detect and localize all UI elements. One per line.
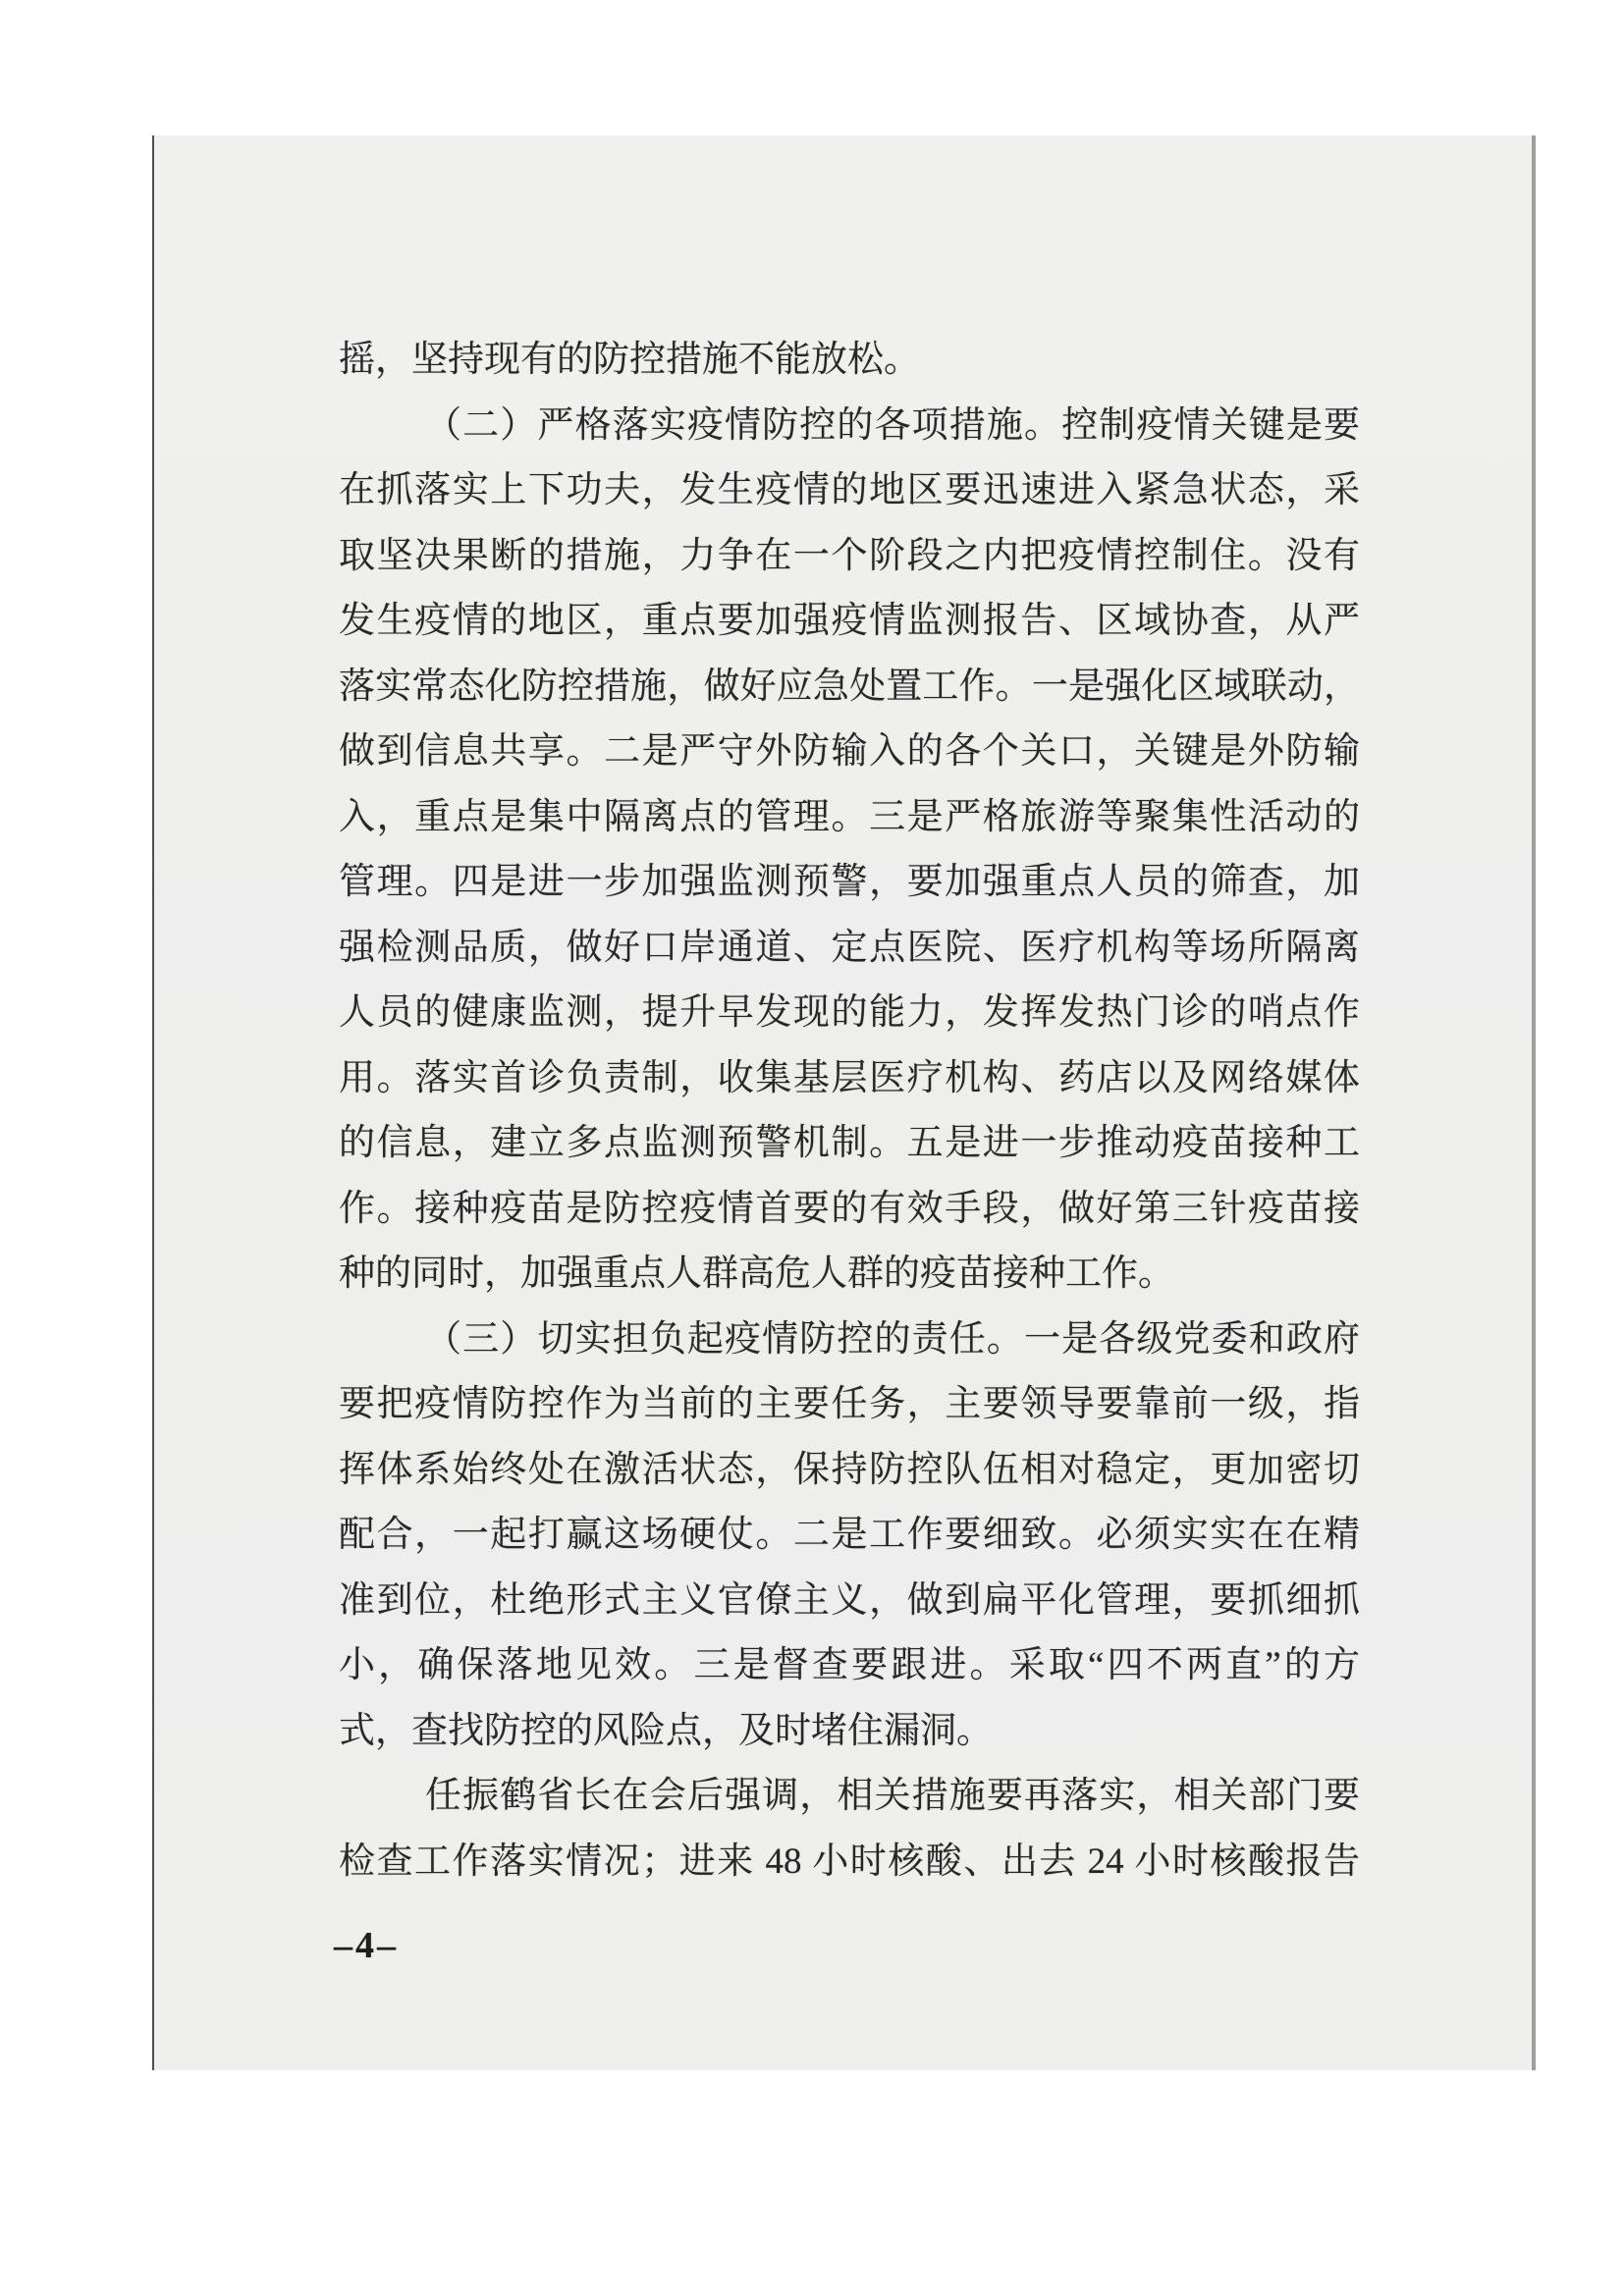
text-line: 式，查找防控的风险点，及时堵住漏洞。 [339,1710,993,1751]
text-line: 落实常态化防控措施，做好应急处置工作。一是强化区域联动， [339,666,1360,707]
document-body [339,328,1360,1895]
text-line: 入，重点是集中隔离点的管理。三是严格旅游等聚集性活动的 [339,796,1360,837]
scanned-page [152,135,1536,2070]
text-line: 取坚决果断的措施，力争在一个阶段之内把疫情控制住。没有 [339,535,1360,576]
text-line: 配合，一起打赢这场硬仗。二是工作要细致。必须实实在在精 [339,1515,1360,1555]
text-line: 在抓落实上下功夫，发生疫情的地区要迅速进入紧急状态，采 [339,470,1360,510]
text-line: 种的同时，加强重点人群高危人群的疫苗接种工作。 [339,1254,1174,1294]
text-line: 挥体系始终处在激活状态，保持防控队伍相对稳定，更加密切 [339,1449,1360,1490]
text-line: 管理。四是进一步加强监测预警，要加强重点人员的筛查，加 [339,862,1360,902]
text-line: 做到信息共享。二是严守外防输入的各个关口，关键是外防输 [339,731,1360,772]
text-line: （三）切实担负起疫情防控的责任。一是各级党委和政府 [425,1318,1360,1360]
text-line: 的信息，建立多点监测预警机制。五是进一步推动疫苗接种工 [339,1123,1360,1163]
text-line: 用。落实首诊负责制，收集基层医疗机构、药店以及网络媒体 [339,1057,1360,1098]
text-line: 发生疫情的地区，重点要加强疫情监测报告、区域协查，从严 [339,601,1360,641]
text-line: 要把疫情防控作为当前的主要任务，主要领导要靠前一级，指 [339,1384,1360,1424]
text-line: （二）严格落实疫情防控的各项措施。控制疫情关键是要 [425,404,1360,446]
text-line: 小，确保落地见效。三是督查要跟进。采取“四不两直”的方 [339,1645,1360,1685]
page-number: –4– [334,1925,399,1966]
text-line: 摇，坚持现有的防控措施不能放松。 [339,340,920,380]
text-line: 准到位，杜绝形式主义官僚主义，做到扁平化管理，要抓细抓 [339,1579,1360,1621]
text-line: 作。接种疫苗是防控疫情首要的有效手段，做好第三针疫苗接 [339,1188,1360,1229]
text-line: 检查工作落实情况；进来 48 小时核酸、出去 24 小时核酸报告 [339,1841,1360,1882]
text-line: 强检测品质，做好口岸通道、定点医院、医疗机构等场所隔离 [339,927,1360,968]
text-line: 人员的健康监测，提升早发现的能力，发挥发热门诊的哨点作 [339,992,1360,1033]
text-line: 任振鹤省长在会后强调，相关措施要再落实，相关部门要 [425,1776,1360,1816]
